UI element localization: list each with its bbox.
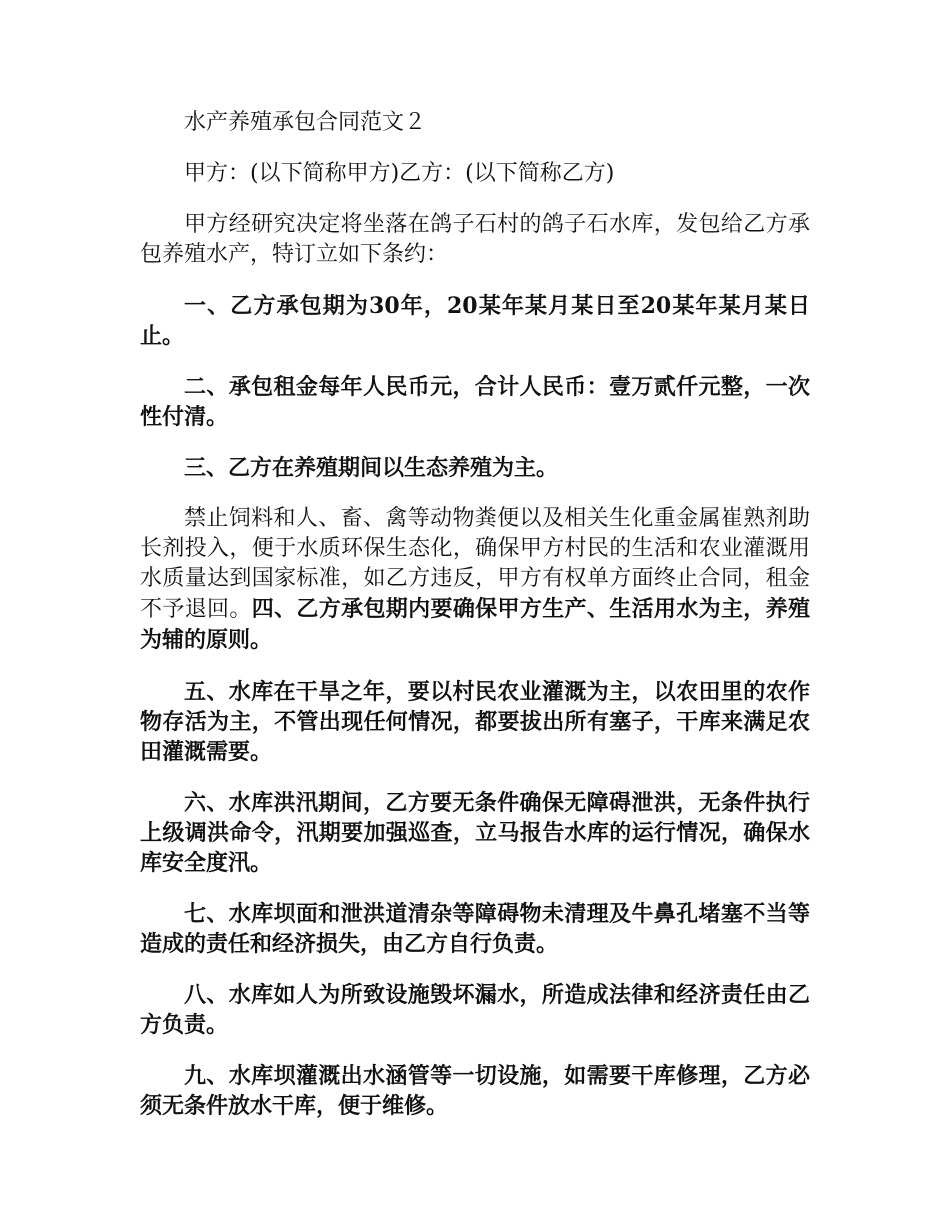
clause-2: 二、承包租金每年人民币元，合计人民币：壹万贰仟元整，一次性付清。 (140, 374, 810, 430)
clause-1: 一、乙方承包期为30年，20某年某月某日至20某年某月某日止。 (140, 293, 810, 349)
clause-3: 三、乙方在养殖期间以生态养殖为主。 (184, 455, 559, 481)
clause-4: 四、乙方承包期内要确保甲方生产、生活用水为主，养殖为辅的原则。 (140, 596, 810, 653)
clause-8: 八、水库如人为所致设施毁坏漏水，所造成法律和经济责任由乙方负责。 (140, 982, 810, 1038)
clause-7: 七、水库坝面和泄洪道清杂等障碍物未清理及牛鼻孔堵塞不当等造成的责任和经济损失，由乙方自行负责。 (140, 901, 810, 957)
contract-intro: 甲方经研究决定将坐落在鸽子石村的鸽子石水库，发包给乙方承包养殖水产，特订立如下条约： (140, 212, 810, 267)
clause-3-detail: 禁止饲料和人、畜、禽等动物粪便以及相关生化重金属崔熟剂助长剂投入，便于水质环保生态化，确保甲方村民的生活和农业灌溉用水质量达到国家标准，如乙方违反，甲方有权单方面终止合同，租金不予退回。 (140, 506, 810, 622)
clause-3-detail-paragraph (140, 504, 810, 656)
document-title: 水产养殖承包合同范文２ (184, 110, 427, 135)
clause-5: 五、水库在干旱之年，要以村民农业灌溉为主，以农田里的农作物存活为主，不管出现任何情况，都要拔出所有塞子，干库来满足农田灌溉需要。 (140, 679, 810, 765)
contract-parties: 甲方：(以下简称甲方)乙方：(以下简称乙方) (184, 161, 615, 186)
clause-6: 六、水库洪汛期间，乙方要无条件确保无障碍泄洪，无条件执行上级调洪命令，汛期要加强巡查，立马报告水库的运行情况，确保水库安全度汛。 (140, 790, 810, 876)
clause-9: 九、水库坝灌溉出水涵管等一切设施，如需要干库修理，乙方必须无条件放水干库，便于维修。 (140, 1063, 810, 1119)
document-page (140, 108, 810, 1142)
